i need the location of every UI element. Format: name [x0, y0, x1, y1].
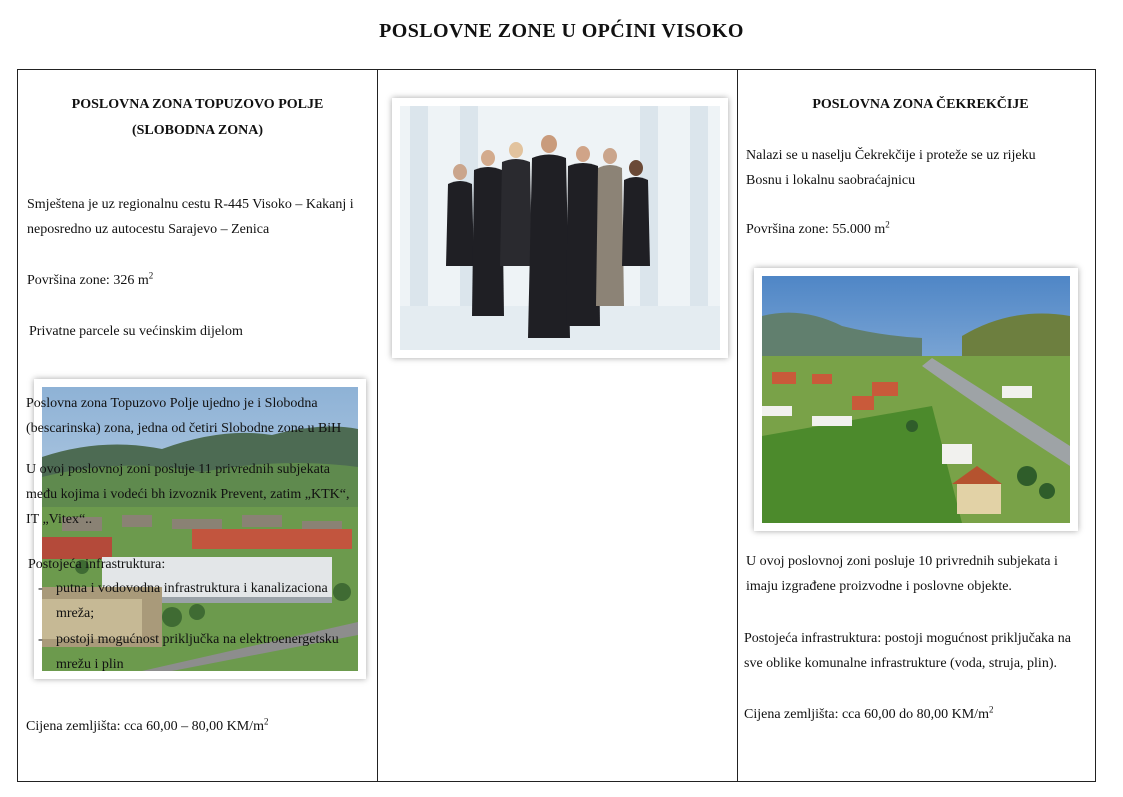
right-zone-heading: POSLOVNA ZONA ČEKREKČIJE: [812, 97, 1029, 112]
middle-infra-list: [28, 576, 368, 677]
bullet-line1: putna i vodovodna infrastruktura i kanalizaciona: [56, 581, 328, 596]
left-zone-heading: [18, 92, 377, 144]
left-location-line1: Smještena je uz regionalnu cestu R-445 Visoko – Kakanj i: [27, 197, 354, 212]
middle-price-sup: 2: [263, 716, 269, 727]
bullet-line2: mrežu i plin: [56, 657, 124, 672]
left-area-label: Površina zone: 326 m: [27, 273, 149, 288]
right-subj-line1: U ovoj poslovnoj zoni posluje 10 privrednih subjekata i: [746, 554, 1058, 569]
middle-subj-line2: među kojima i vodeći bh izvoznik Prevent, zatim „KTK“,: [26, 487, 350, 502]
middle-description: [26, 391, 341, 441]
bullet-line2: mreža;: [56, 606, 95, 621]
left-heading-line2: (SLOBODNA ZONA): [131, 123, 264, 138]
middle-subj-line1: U ovoj poslovnoj zoni posluje 11 privrednih subjekata: [26, 462, 330, 477]
left-heading-line1: POSLOVNA ZONA TOPUZOVO POLJE: [71, 97, 324, 112]
left-area-sup: 2: [148, 270, 154, 281]
bullet-line1: postoji mogućnost priključka na elektroenergetsku: [56, 632, 339, 647]
cekrekcije-landscape-photo: [754, 268, 1078, 531]
right-price-label: Cijena zemljišta: cca 60,00 do 80,00 KM/m: [744, 707, 989, 722]
middle-price: [26, 714, 268, 739]
right-area-sup: 2: [885, 219, 890, 230]
right-infra-line1: Postojeća infrastruktura: postoji mogućnost priključaka na: [744, 631, 1071, 646]
right-price-sup: 2: [988, 704, 994, 715]
left-location-text: [27, 192, 354, 242]
page-title: POSLOVNE ZONE U OPĆINI VISOKO: [379, 20, 744, 42]
middle-subj-line3: IT „Vitex“..: [26, 512, 93, 527]
right-subj-line2: imaju izgrađene proizvodne i poslovne objekte.: [746, 579, 1012, 594]
right-area-text: [746, 217, 890, 242]
middle-subjects: [26, 457, 349, 532]
middle-desc-line2: (bescarinska) zona, jedna od četiri Slobodne zone u BiH: [26, 421, 342, 436]
right-location-text: [746, 143, 1036, 193]
right-infra-line2: sve oblike komunalne infrastrukture (voda, struja, plin).: [744, 656, 1057, 671]
column-divider: [737, 70, 738, 781]
right-location-line1: Nalazi se u naselju Čekrekčije i proteže se uz rijeku: [746, 148, 1036, 163]
right-price: [744, 702, 993, 727]
business-team-photo: [392, 98, 728, 358]
middle-desc-line1: Poslovna zona Topuzovo Polje ujedno je i Slobodna: [26, 396, 318, 411]
right-location-line2: Bosnu i lokalnu saobraćajnicu: [746, 173, 916, 188]
column-divider: [377, 70, 378, 781]
left-ownership-text: Privatne parcele su većinskim dijelom: [29, 324, 243, 339]
bullet-dash: -: [38, 581, 43, 596]
bullet-dash: -: [38, 632, 43, 647]
right-area-label: Površina zone: 55.000 m: [746, 222, 886, 237]
left-location-line2: neposredno uz autocestu Sarajevo – Zenica: [27, 222, 270, 237]
infra-bullet: [28, 627, 368, 677]
zones-table: [17, 69, 1096, 782]
left-area-text: [27, 268, 153, 293]
right-infrastructure: [744, 626, 1071, 676]
middle-infra-label: Postojeća infrastruktura:: [28, 557, 166, 572]
middle-price-label: Cijena zemljišta: cca 60,00 – 80,00 KM/m: [26, 719, 264, 734]
right-subjects: [746, 549, 1058, 599]
infra-bullet: [28, 576, 368, 626]
